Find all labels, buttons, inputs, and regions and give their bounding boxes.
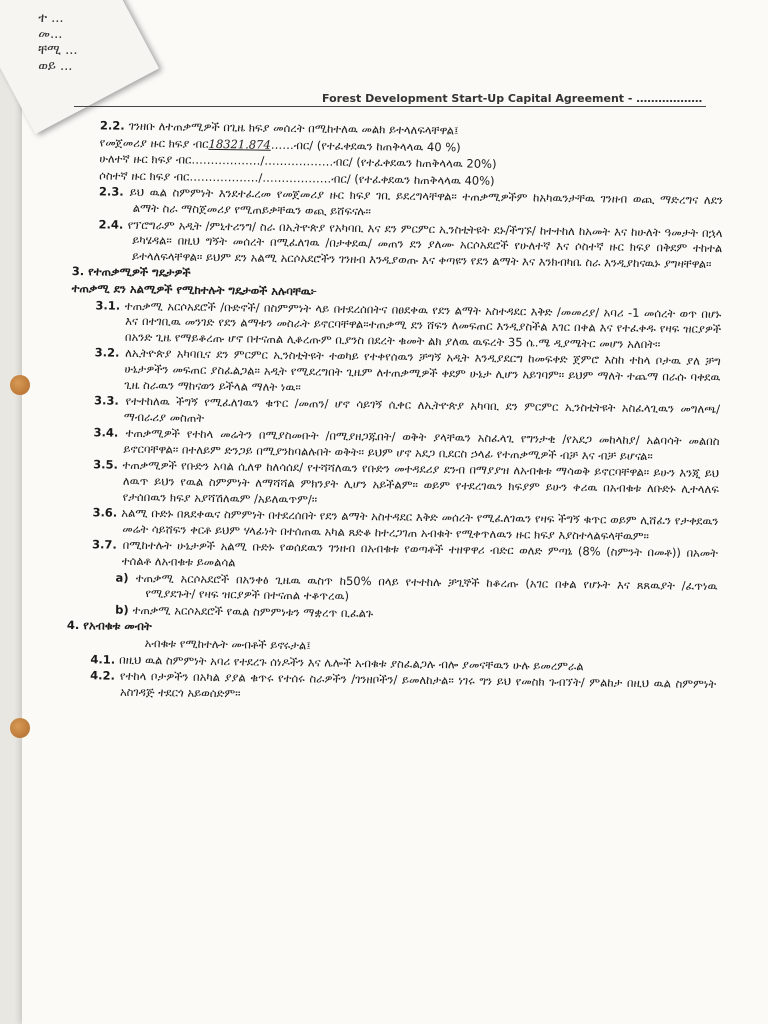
clause-number: 4.1.	[90, 651, 120, 667]
folded-back-sheet	[0, 0, 159, 134]
clause-text: የፕሮግራም አዲት /ምኒተሪንግ/ ስራ በኢትዮጵያ የአካባቢ እና ደን ምርምር ኢንስቲትዩት ደኑ/ችግኙ/ ከተተከለ ከአመት እና ከሁለት ዓመታት በኋላ ይካሄዳል። በዚህ ግኝት መሰረት በሚፈለገዉ /በታቀደዉ/ መጠን ደን ያለሙ አርሶአደሮች የሁለተኛ እና ሶስተኛ ዙር ክፍያ በቅደም ተከተል ይተላለፍላቸዋል። ይህም ደን አልሚ አርሶአደሮችን ገንዘብ እንዲያወጡ እና ቀጣዩን የደን ልማት እና እንክብካቤ ስራ እንዲያከናዉኑ ያግዛቸዋል።	[127, 217, 723, 271]
clause-text: ሁለተኛ ዙር ክፍያ ብር………………/………………ብር/ (የተፈቀደዉን ከጠቅላላዉ 20%)	[99, 151, 497, 172]
clause-number: 4.	[66, 618, 84, 633]
handwritten-note: ተ ... መ... ቸሚ ... ወይ ...	[38, 10, 78, 74]
clause-text: አልሚ ቡድኑ በጸደቀዉና ስምምነት በተደረሰበት የደን ልማት አስተዳደር እቅድ መሰረት የሚፈለገዉን የዛፍ ችግኝ ቁጥር ወይም ሊሸፈን የታቀደዉን መሬት ሳይሸፍን ቀርቶ ይህም ሃላፊነት በተሰጠዉ አካል ጸድቆ ከተረጋገጠ አብቁት የሚቀጥለዉን ዙር ክፍያ እያስተላልፍላቸዉም።	[121, 505, 719, 543]
clause-text: ተጠቃሚ አርሶአደሮች የዉል ስምምነቱን ማቋረጥ ቢፈልጉ	[132, 602, 374, 621]
clause-text: በሚከተሉት ሁኔታዎች አልሚ ቡድኑ የወሰደዉን ገንዘብ በአብቁቱ የወጣቶች ተዘዋዋሪ ብድር ወለድ ምጣኔ (8% (ስምንት በመቶ)) በአመት ተሰልቶ ለአብቁቱ ይመልሳል	[121, 538, 719, 570]
punch-hole-top	[10, 375, 30, 395]
clause-text: የተጠቃሚዎች ግዴታዎች	[88, 264, 191, 280]
clause-number: 3.	[71, 264, 89, 279]
clause-number: 2.4.	[98, 216, 128, 232]
clause-text: ይህ ዉል ስምምነት እንደተፈረመ የመጀመሪያ ዙር ክፍያ ገቢ ይደረግላቸዋል። ተጠቃሚዎችም ከአካዉንታቸዉ ገንዘብ ወጪ ማድረግና ለደን ልማት ስራ ማስጀመሪያ የሚጠይቃቸዉን ወጪ ይሸፍናሉ።	[129, 185, 724, 219]
clause-number: 2.3.	[98, 184, 130, 200]
page-header: Forest Development Start-Up Capital Agreement - ………………	[322, 92, 703, 105]
clause-paragraph	[72, 217, 723, 273]
clause-number: 3.6.	[92, 505, 122, 520]
clause-text: በዚህ ዉል ስምምነት አባሪ የተደረጉ ሰነዶችን እና ሌሎች አብቁቱ ያስፈልጋሉ ብሎ ያመናቸዉን ሁሉ ይመረምራል	[119, 652, 584, 673]
clause-paragraph	[71, 298, 722, 354]
punch-hole-bottom	[10, 718, 30, 738]
clause-number: b)	[115, 602, 133, 617]
clause-number: 3.7.	[91, 537, 123, 553]
handwritten-amount: 18321.874	[208, 136, 271, 152]
clause-text: አብቁቱ የሚከተሉት መብቶች ይኖሩታል፤	[144, 636, 312, 653]
clause-text: ተጠቃሚዎች የተከላ መሬትን በሚያስመቡት /በሚያዘጋጁበት/ ወቅት ያላቸዉን አስፈላጊ የግንታቂ /የአደጋ መከላከያ/ አልባሳት መልበስ ይኖርባቸዋል። በተለይም ድንጋይ በሚያንከባልሉበት ወቅት፡፡ ይህም ሆኖ አደጋ ቢደርስ ኃላፊ የተጠቃሚዎች ብቻ እና ብቻ ይሆናል፡፡	[123, 426, 720, 463]
document-page	[22, 0, 768, 1024]
clause-text: ገንዘቡ ለተጠቃሚዎች በጊዜ ክፍያ መሰረት በሚከተለዉ መልክ ይተላለፍላቸዋል፤	[128, 118, 459, 138]
clause-text-suffix: ……ብር/ (የተፈቀደዉን ከጠቅላላዉ 40 %)	[270, 137, 461, 154]
clause-paragraph	[70, 345, 721, 401]
clause-text: ተጠቃሚ አርሶአደሮች /ቡድኖች/ በስምምነት ላይ በተደረሰበትና በፀደቀዉ የደን ልማት አስተዳደር እቅድ /መመሪያ/ አባሪ -1 መሰረት ወጥ በሆኑ እና በተገቢዉ መንገድ የደን ልማቱን መስራት ይኖርባቸዋል፡፡ተጠቃሚ ደን ሸፍን ለመፍጠር እንዲያስችል እገር በቀል እና የተፈቀዱ የዛፍ ዝርያዎች በአንድ ጊዜ የማይቆረጡ ሆኖ በተናጠል ሊቆረጡም ቢያንስ በደረት ቁመት ልክ ያለዉ ዉፍረት 35 ሴ.ሜ ዲያሜትር መሆን አለበት።	[124, 298, 722, 351]
clause-text: ለኢትዮጵያ አካባቢና ደን ምርምር ኢንስቲትዩት ተወካይ የተቀየሰዉን ቻግኝ አዲት እንዲያደርግ ከመፍቀድ ጀምሮ እስከ ተከላ ቦታዉ ያለ ቻግ ሁኔታዎችን መፍጠር ያስፈልጋል። አዲት የሚደረግበት ጊዜም ለተጠቃሚዎች ቀደም ሁኔታ ሊሆን አይገባም። ይህም ማለት ተጨማ በራሱ ባቀደዉ ጊዜ ስራዉን ማከናወን ይችላል ማለት ነዉ።	[124, 346, 721, 394]
clause-text: ተጠቃሚዎች የቡድን አባል ሲለዋ ከለሳሰደ/ የተሻሻለዉን የቡድን መተዳደሪያ ደንብ በማያያዝ ለአብቁቱ ማሳወቅ ይኖርባቸዋል። ይሁን እንጂ ይህ ለዉጥ ይህን የዉል ስምምነት ለማሻሻል ምክንያት ሊሆን አይችልም። ወይም የተደረገዉን ክፍያም ይሁን ቀሪዉ በአብቁቱ ለቡድኑ ሊተላለፍ የታሰበዉን ክፍያ አያሻሽለዉም /አይለዉጥም/።	[122, 458, 720, 507]
clause-number: 3.2.	[94, 345, 126, 361]
clause-number: 3.5.	[93, 457, 123, 473]
clause-text: የአብቁቱ መብት	[83, 618, 152, 634]
clause-paragraph	[69, 457, 720, 513]
document-body	[66, 118, 724, 709]
clause-text: የተተከለዉ ችግኝ የሚፈለገዉን ቁጥር /መጠን/ ሆኖ ሳይገኝ ሲቀር ለኢትዮጵያ አካባቢ ደን ምርምር ኢንስቲትዩት አስፈላጊዉን መግለጫ/ማብራሪያ መስጠት	[123, 393, 721, 425]
clause-text: ተጠቃሚ አርሶአደሮች በአንቀፅ ጊዜዉ ዉስጥ ከ50% በላይ የተተከሉ ቻጊኞች ከቆረጡ (አገር በቀል የሆኑት እና ጸጸዉያት /ፈጥነዉ የሚያደጉት/ የዛፍ ዝርያዎች በተናጠል ተቆጥረዉ)	[135, 570, 718, 604]
clause-text: ሶስተኛ ዙር ክፍያ ብር………………/………………ብር/ (የተፈቀደዉን ከጠቅላላዉ 40%)	[99, 168, 495, 188]
clause-number: 3.3.	[93, 393, 126, 408]
clause-number: 2.2.	[99, 118, 129, 133]
clause-text: ተጠቃሚ ደን አልሚዎች የሚከተሉት ግዴታወች አሉባቸዉ፦	[71, 280, 317, 299]
header-divider	[74, 106, 706, 107]
clause-number: 4.2.	[90, 668, 121, 683]
clause-text: የተከላ ቦታዎችን በአካል ያያል ቁጥሩ የተሰሩ ስራዎችን /ገንዘቦችን/ ይመለከታል። ነገሩ ግን ይህ የመስክ ጉብኘት/ ምልከታ በዚህ ዉል ስምምነት አስገዳጅ ተደርጎ አይወሰድም።	[119, 668, 717, 701]
clause-number: 3.1.	[95, 297, 125, 313]
clause-number: 3.4.	[93, 425, 126, 441]
clause-number: a)	[115, 570, 136, 585]
clause-text: የመጀመሪያ ዙር ክፍያ ብር	[99, 134, 209, 151]
